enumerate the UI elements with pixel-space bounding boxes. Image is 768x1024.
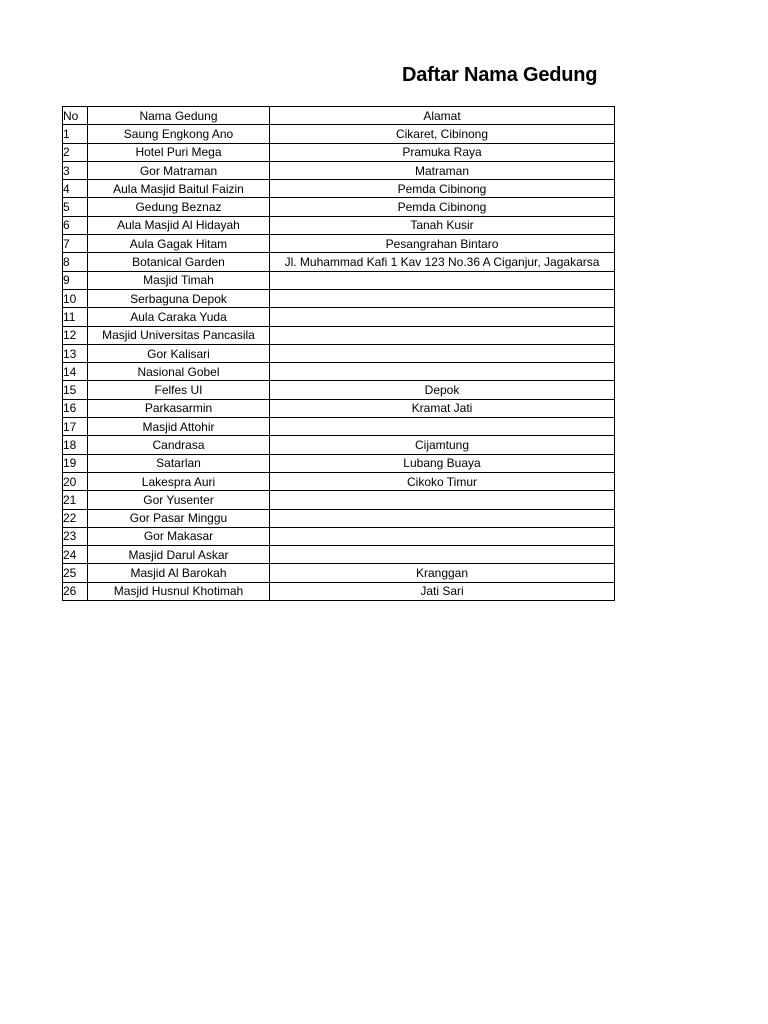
cell-no: 14 <box>63 363 88 381</box>
cell-name: Aula Masjid Al Hidayah <box>88 216 270 234</box>
cell-no: 2 <box>63 143 88 161</box>
cell-name: Candrasa <box>88 436 270 454</box>
cell-no: 10 <box>63 289 88 307</box>
cell-no: 18 <box>63 436 88 454</box>
cell-name: Masjid Timah <box>88 271 270 289</box>
cell-name: Gor Matraman <box>88 161 270 179</box>
cell-name: Masjid Attohir <box>88 418 270 436</box>
table-row <box>63 125 615 143</box>
cell-address <box>270 363 615 381</box>
cell-no: 22 <box>63 509 88 527</box>
cell-address <box>270 326 615 344</box>
table-row <box>63 381 615 399</box>
cell-no: 1 <box>63 125 88 143</box>
cell-name: Hotel Puri Mega <box>88 143 270 161</box>
cell-name: Botanical Garden <box>88 253 270 271</box>
cell-address: Matraman <box>270 161 615 179</box>
cell-name: Serbaguna Depok <box>88 289 270 307</box>
table-row <box>63 436 615 454</box>
table-row <box>63 564 615 582</box>
cell-no: 23 <box>63 527 88 545</box>
cell-name: Felfes UI <box>88 381 270 399</box>
buildings-table <box>62 106 615 601</box>
cell-no: 4 <box>63 180 88 198</box>
table-row <box>63 235 615 253</box>
cell-no: 5 <box>63 198 88 216</box>
table-row <box>63 253 615 271</box>
cell-address: Kramat Jati <box>270 399 615 417</box>
header-row <box>63 107 615 125</box>
cell-name: Masjid Al Barokah <box>88 564 270 582</box>
table-row <box>63 546 615 564</box>
table-row <box>63 216 615 234</box>
cell-no: 21 <box>63 491 88 509</box>
cell-no: 11 <box>63 308 88 326</box>
cell-name: Satarlan <box>88 454 270 472</box>
page-title: Daftar Nama Gedung <box>402 64 598 86</box>
table-row <box>63 308 615 326</box>
cell-address: Tanah Kusir <box>270 216 615 234</box>
cell-address <box>270 546 615 564</box>
table-row <box>63 582 615 600</box>
table-row <box>63 326 615 344</box>
table-row <box>63 491 615 509</box>
cell-name: Aula Gagak Hitam <box>88 235 270 253</box>
cell-name: Saung Engkong Ano <box>88 125 270 143</box>
cell-address: Pemda Cibinong <box>270 180 615 198</box>
cell-address <box>270 491 615 509</box>
cell-address: Cijamtung <box>270 436 615 454</box>
cell-name: Gor Pasar Minggu <box>88 509 270 527</box>
table-row <box>63 198 615 216</box>
cell-address: Lubang Buaya <box>270 454 615 472</box>
table-row <box>63 399 615 417</box>
cell-address <box>270 308 615 326</box>
table-row <box>63 271 615 289</box>
table-row <box>63 527 615 545</box>
cell-name: Aula Caraka Yuda <box>88 308 270 326</box>
table-row <box>63 161 615 179</box>
header-name: Nama Gedung <box>88 107 270 125</box>
cell-no: 13 <box>63 344 88 362</box>
header-address: Alamat <box>270 107 615 125</box>
cell-name: Masjid Darul Askar <box>88 546 270 564</box>
table-row <box>63 509 615 527</box>
cell-address <box>270 344 615 362</box>
table-row <box>63 363 615 381</box>
cell-no: 9 <box>63 271 88 289</box>
table-row <box>63 289 615 307</box>
table-row <box>63 344 615 362</box>
table-row <box>63 472 615 490</box>
cell-address <box>270 527 615 545</box>
cell-no: 8 <box>63 253 88 271</box>
cell-no: 24 <box>63 546 88 564</box>
cell-address <box>270 509 615 527</box>
cell-name: Gor Makasar <box>88 527 270 545</box>
cell-name: Gor Kalisari <box>88 344 270 362</box>
header-no: No <box>63 107 88 125</box>
cell-name: Lakespra Auri <box>88 472 270 490</box>
cell-name: Masjid Universitas Pancasila <box>88 326 270 344</box>
cell-name: Masjid Husnul Khotimah <box>88 582 270 600</box>
cell-name: Gedung Beznaz <box>88 198 270 216</box>
table-row <box>63 454 615 472</box>
cell-address: Jl. Muhammad Kafi 1 Kav 123 No.36 A Ciganjur, Jagakarsa <box>270 253 615 271</box>
cell-address: Pemda Cibinong <box>270 198 615 216</box>
cell-no: 17 <box>63 418 88 436</box>
cell-address <box>270 418 615 436</box>
cell-address: Cikoko Timur <box>270 472 615 490</box>
cell-no: 16 <box>63 399 88 417</box>
cell-name: Gor Yusenter <box>88 491 270 509</box>
table-row <box>63 418 615 436</box>
cell-no: 19 <box>63 454 88 472</box>
cell-address <box>270 289 615 307</box>
cell-no: 7 <box>63 235 88 253</box>
cell-address <box>270 271 615 289</box>
cell-name: Aula Masjid Baitul Faizin <box>88 180 270 198</box>
cell-no: 3 <box>63 161 88 179</box>
cell-no: 20 <box>63 472 88 490</box>
cell-name: Nasional Gobel <box>88 363 270 381</box>
cell-no: 6 <box>63 216 88 234</box>
cell-address: Pesangrahan Bintaro <box>270 235 615 253</box>
cell-address: Kranggan <box>270 564 615 582</box>
cell-no: 26 <box>63 582 88 600</box>
table-body <box>63 125 615 601</box>
cell-no: 25 <box>63 564 88 582</box>
cell-no: 15 <box>63 381 88 399</box>
cell-no: 12 <box>63 326 88 344</box>
table-row <box>63 180 615 198</box>
cell-address: Pramuka Raya <box>270 143 615 161</box>
cell-name: Parkasarmin <box>88 399 270 417</box>
cell-address: Jati Sari <box>270 582 615 600</box>
cell-address: Depok <box>270 381 615 399</box>
table-row <box>63 143 615 161</box>
cell-address: Cikaret, Cibinong <box>270 125 615 143</box>
